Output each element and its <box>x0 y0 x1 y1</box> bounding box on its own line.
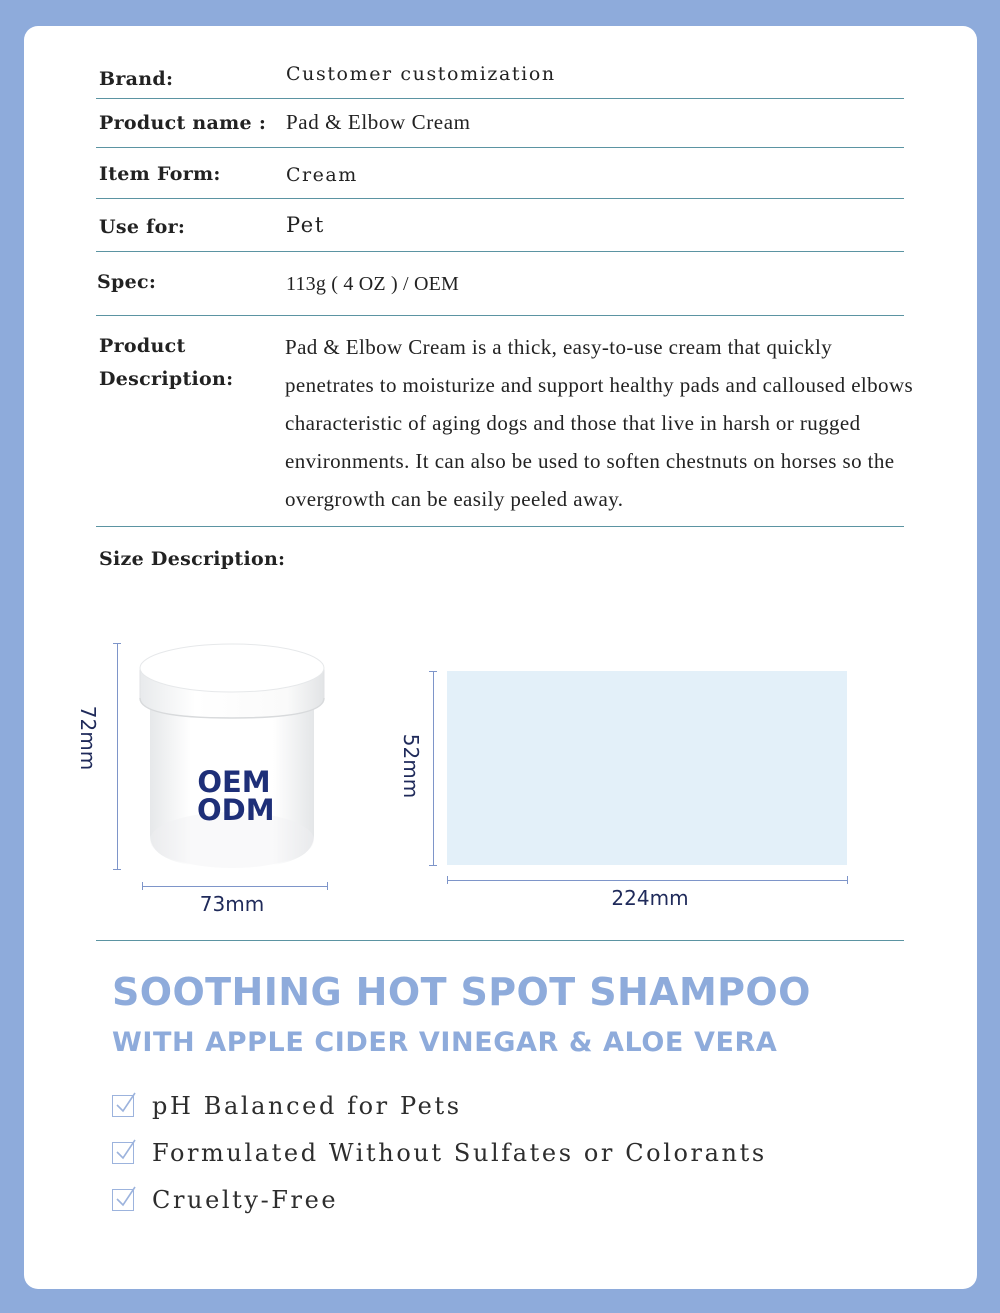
jar-width-tick-left <box>142 882 143 890</box>
product-description: Pad & Elbow Cream is a thick, easy-to-use cream that quickly penetrates to moisturize and support healthy pads and calloused elbows characteristic of aging dogs and those that live in harsh or rugged environments. It can also be used to soften chestnuts on horses so the overgrowth can be easily peeled away. <box>285 335 914 511</box>
spec-value: Customer customization <box>286 63 556 85</box>
feature-item <box>112 1091 462 1121</box>
spec-label: Product name : <box>99 112 267 134</box>
feature-text: Formulated Without Sulfates or Colorants <box>152 1139 767 1167</box>
label-height-label: 52mm <box>399 733 423 799</box>
spec-row-item-form <box>96 147 904 199</box>
label-width-line <box>447 880 847 881</box>
jar-print <box>197 765 275 827</box>
label-area <box>447 671 847 865</box>
checkbox-icon <box>112 1095 134 1117</box>
promo-title: SOOTHING HOT SPOT SHAMPOO <box>112 970 811 1014</box>
jar-height-line <box>117 643 118 869</box>
checkbox-icon <box>112 1189 134 1211</box>
jar-print-oem: OEM <box>197 765 271 799</box>
jar-width-line <box>142 886 327 887</box>
description-label-line1: Product <box>99 335 186 357</box>
feature-text: Cruelty-Free <box>152 1186 339 1214</box>
spec-row-product-name <box>96 98 904 148</box>
feature-item <box>112 1185 338 1215</box>
spec-value: Pet <box>286 213 325 237</box>
spec-value: Cream <box>286 164 358 186</box>
spec-label: Item Form: <box>99 163 221 185</box>
label-width-label: 224mm <box>611 886 689 910</box>
feature-item <box>112 1138 767 1168</box>
jar-print-odm: ODM <box>197 793 275 827</box>
spec-value: 113g ( 4 OZ ) / OEM <box>286 273 460 295</box>
spec-value: Pad & Elbow Cream <box>286 110 471 134</box>
description-label-line2: Description: <box>99 368 234 390</box>
size-description-label: Size Description: <box>99 548 286 570</box>
jar-width-label: 73mm <box>199 892 265 916</box>
jar-height-tick-bottom <box>113 869 121 870</box>
label-height-tick-top <box>429 671 437 672</box>
spec-row-use-for <box>96 198 904 252</box>
label-width-tick-left <box>447 876 448 884</box>
spec-label: Brand: <box>99 68 174 90</box>
jar-image <box>134 640 334 875</box>
spec-row-brand <box>96 62 904 99</box>
spec-row-spec <box>96 251 904 316</box>
checkbox-icon <box>112 1142 134 1164</box>
section-divider <box>96 940 904 941</box>
jar-width-tick-right <box>327 882 328 890</box>
spec-label: Spec: <box>97 271 157 293</box>
label-height-line <box>433 671 434 865</box>
feature-text: pH Balanced for Pets <box>152 1092 462 1120</box>
label-width-tick-right <box>847 876 848 884</box>
jar-height-tick-top <box>113 643 121 644</box>
jar-height-label: 72mm <box>76 705 100 771</box>
spec-label: Use for: <box>99 216 186 238</box>
label-height-tick-bottom <box>429 865 437 866</box>
promo-subtitle: WITH APPLE CIDER VINEGAR & ALOE VERA <box>112 1027 778 1058</box>
